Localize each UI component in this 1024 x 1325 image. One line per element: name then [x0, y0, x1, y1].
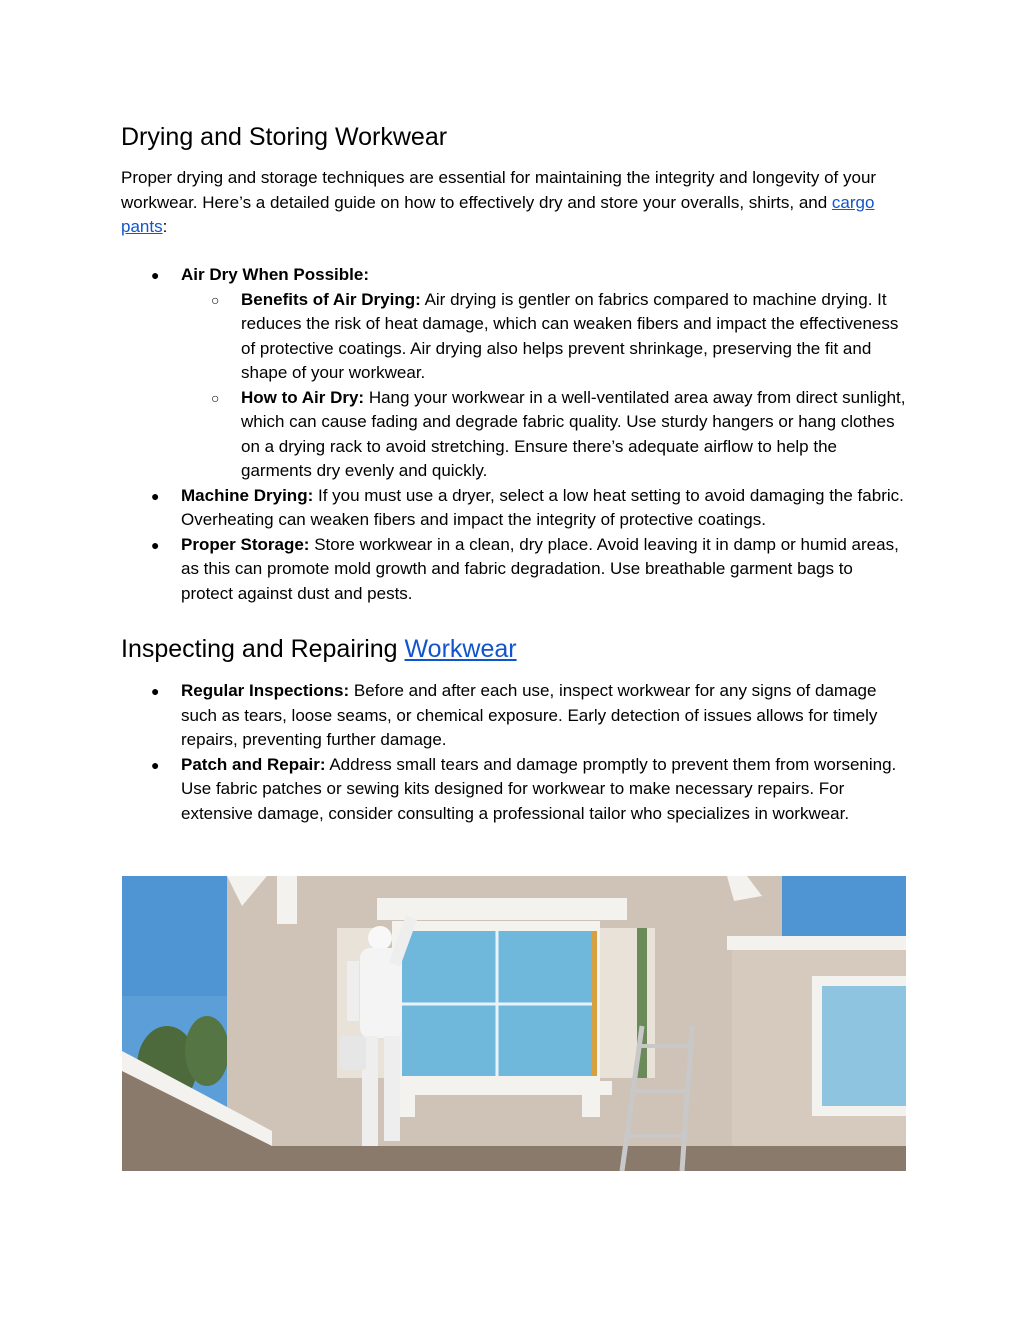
section-heading-drying: Drying and Storing Workwear: [121, 123, 448, 151]
list-item-proper-storage: [121, 533, 907, 607]
item-label: How to Air Dry:: [241, 387, 365, 407]
painter-arm: [347, 961, 359, 1021]
item-label: Proper Storage:: [181, 534, 310, 554]
item-text: If you must use a dryer, select a low heat setting to avoid damaging the fabric. Overheating can weaken fibers and impact the integrity of protective coatings.: [181, 485, 904, 529]
painter-leg: [384, 1036, 400, 1141]
trim-post: [277, 876, 297, 924]
air-dry-sublist: [181, 288, 907, 484]
sublist-item-benefits: [181, 288, 907, 386]
section-heading-inspecting: [121, 634, 517, 664]
item-text: Before and after each use, inspect workwear for any signs of damage such as tears, loose seams, or chemical exposure. Early detection of issues allows for timely repairs, preventing further damage.: [181, 681, 878, 749]
heading-text: Inspecting and Repairing: [121, 635, 405, 663]
tree: [185, 1016, 229, 1086]
intro-paragraph: [121, 166, 907, 240]
painter-cap: [368, 926, 392, 950]
intro-text-end: :: [162, 217, 168, 236]
painter-photo-illustration: [122, 876, 906, 1171]
masking-tape: [592, 931, 597, 1076]
item-label: Patch and Repair:: [181, 754, 326, 774]
hollow-bullet-icon: ○: [211, 291, 220, 308]
sill-bracket: [582, 1095, 600, 1117]
inspecting-list: [121, 679, 907, 826]
bullet-icon: ●: [151, 683, 160, 699]
bullet-icon: ●: [151, 487, 160, 504]
hollow-bullet-icon: ○: [211, 389, 220, 406]
bullet-icon: ●: [151, 536, 160, 553]
list-item-patch-repair: [121, 753, 907, 827]
drying-list: [121, 263, 907, 606]
item-label: Benefits of Air Drying:: [241, 289, 421, 309]
intro-text: Proper drying and storage techniques are essential for maintaining the integrity and longevity of your workwear. Here’s a detailed guide on how to effectively dry and store your overalls, shirts, and: [121, 168, 877, 212]
item-label: Regular Inspections:: [181, 681, 350, 700]
right-fascia: [727, 936, 906, 950]
list-item-regular-inspections: [121, 679, 907, 753]
painter-photo: [122, 876, 906, 1171]
cargo-pants-link[interactable]: cargo pants: [121, 192, 875, 236]
list-item-machine-drying: [121, 484, 907, 533]
workwear-link[interactable]: Workwear: [404, 635, 517, 663]
bullet-icon: ●: [151, 756, 160, 773]
right-window-plastic: [822, 986, 906, 1106]
list-item-air-dry: [121, 263, 907, 484]
window-sill: [387, 1081, 612, 1095]
item-text: Store workwear in a clean, dry place. Avoid leaving it in damp or humid areas, as this can promote mold growth and fabric degradation. Use breathable garment bags to protect against dust and pests.: [181, 534, 899, 603]
window-header-trim: [377, 898, 627, 920]
item-label: Machine Drying:: [181, 485, 314, 505]
item-text: Address small tears and damage promptly to prevent them from worsening. Use fabric patches or sewing kits designed for workwear to make necessary repairs. For extensive damage, consider consulting a professional tailor who specializes in workwear.: [181, 754, 897, 823]
sublist-item-how-to: [181, 386, 907, 484]
item-label: Air Dry When Possible:: [181, 265, 369, 284]
item-text: Air drying is gentler on fabrics compared to machine drying. It reduces the risk of heat damage, which can weaken fibers and impact the effectiveness of protective coatings. Air drying also helps prevent shrinkage, preserving the fit and shape of your workwear.: [241, 289, 899, 382]
item-text: Hang your workwear in a well-ventilated area away from direct sunlight, which can cause fading and degrade fabric quality. Use sturdy hangers or hang clothes on a drying rack to avoid stretching. Ensure there’s adequate airflow to help the garments dry evenly and quickly.: [241, 387, 906, 480]
paint-bucket: [340, 1036, 366, 1070]
bullet-icon: ●: [151, 267, 160, 283]
